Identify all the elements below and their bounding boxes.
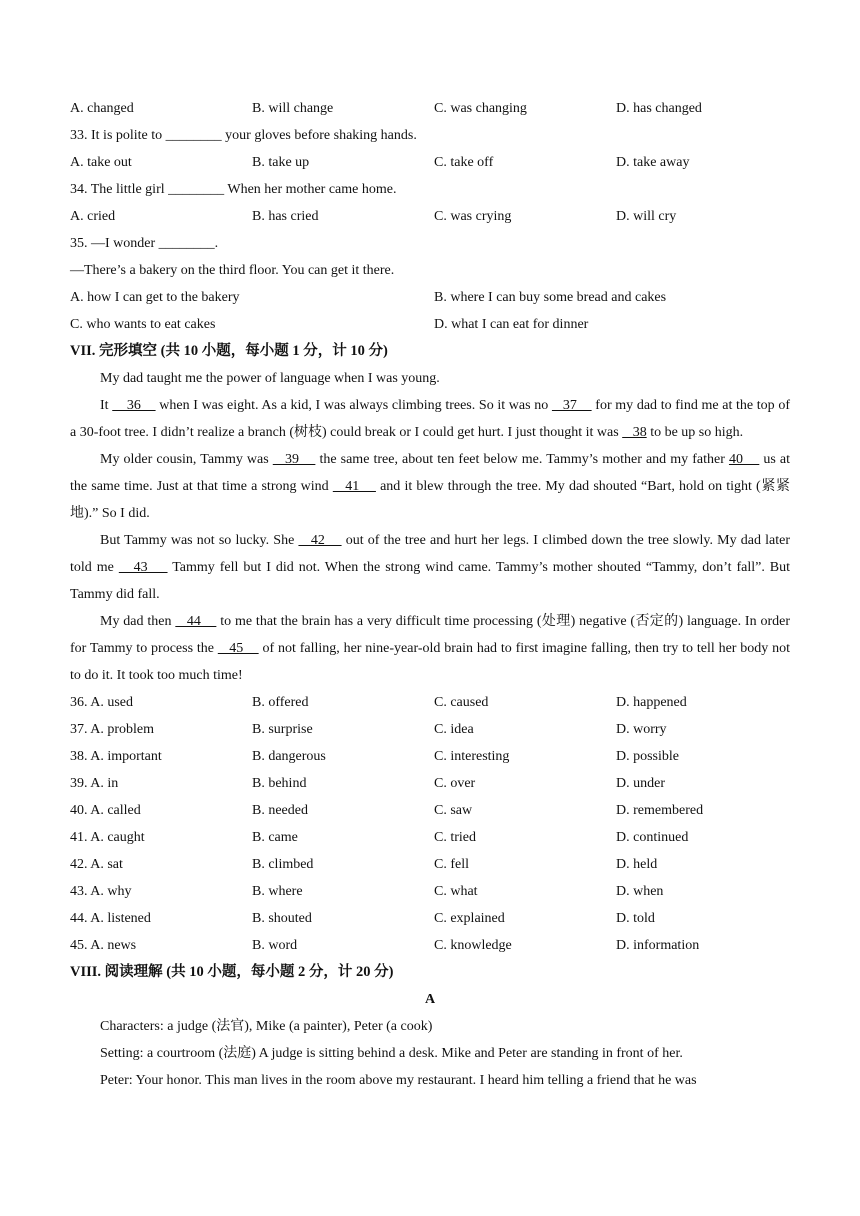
- option: D. under: [616, 775, 665, 791]
- question-row: [70, 716, 790, 743]
- q33-stem: 33. It is polite to ________ your gloves before shaking hands.: [70, 128, 417, 143]
- question-row: [70, 932, 790, 959]
- option: C. what: [434, 883, 478, 899]
- blank-39: 39: [272, 452, 316, 467]
- option: A. changed: [70, 100, 134, 116]
- option: B. dangerous: [252, 748, 326, 764]
- text: out of the tree and hurt her legs. I climbed down the tree slowly. My dad later told me: [70, 533, 790, 575]
- cloze-paragraph-1: My dad taught me the power of language when I was young.: [100, 371, 440, 386]
- cloze-paragraph-3: [70, 446, 790, 527]
- option: 45. A. news: [70, 937, 137, 953]
- option: B. has cried: [252, 208, 319, 224]
- option: 44. A. listened: [70, 910, 151, 926]
- question-row: [70, 851, 790, 878]
- question-row: [70, 743, 790, 770]
- section-7-heading: VII. 完形填空 (共 10 小题，每小题 1 分，计 10 分): [70, 343, 388, 359]
- text: for my dad to find me at the top of a 30-foot tree. I didn’t realize a branch (树枝) could break or I could get hurt. I just thought it was: [70, 398, 791, 440]
- option: B. where I can buy some bread and cakes: [434, 289, 667, 305]
- cloze-paragraph-5: [70, 608, 790, 689]
- setting-line: Setting: a courtroom (法庭) A judge is sitting behind a desk. Mike and Peter are standing in front of her.: [100, 1046, 683, 1061]
- page-content: [70, 95, 790, 1094]
- q34-stem: 34. The little girl ________ When her mother came home.: [70, 182, 397, 197]
- text: It: [100, 398, 113, 413]
- blank-43: 43: [118, 560, 168, 575]
- blank-40: 40: [728, 452, 760, 467]
- cloze-options: [70, 689, 790, 959]
- blank-37: 37: [551, 398, 592, 413]
- option: 40. A. called: [70, 802, 141, 818]
- question-row: [70, 770, 790, 797]
- option: C. who wants to eat cakes: [70, 316, 216, 332]
- option: D. held: [616, 856, 658, 872]
- option: D. possible: [616, 748, 679, 764]
- question-row: [70, 824, 790, 851]
- option: C. was changing: [434, 100, 527, 116]
- option: D. information: [616, 937, 700, 953]
- option: D. continued: [616, 829, 689, 845]
- text: Tammy fell but I did not. When the strong wind came. Tammy’s mother shouted “Tammy, don’t fall”. But Tammy did fall.: [70, 560, 791, 602]
- dialogue-peter: Peter: Your honor. This man lives in the room above my restaurant. I heard him telling a friend that he was: [100, 1073, 697, 1088]
- option: B. where: [252, 883, 303, 899]
- text: of not falling, her nine-year-old brain had to first imagine falling, then try to tell her body not to do it. It took too much time!: [70, 641, 791, 683]
- option: B. needed: [252, 802, 308, 818]
- option: D. has changed: [616, 100, 702, 116]
- option: C. over: [434, 775, 476, 791]
- blank-36: 36: [112, 398, 156, 413]
- q32-options: [70, 95, 790, 122]
- q33-options: [70, 149, 790, 176]
- option: 38. A. important: [70, 748, 162, 764]
- option: B. climbed: [252, 856, 314, 872]
- option: B. surprise: [252, 721, 313, 737]
- q35-options-row1: [70, 284, 790, 311]
- option: C. was crying: [434, 208, 512, 224]
- option: A. take out: [70, 154, 132, 170]
- characters-line: Characters: a judge (法官), Mike (a painter), Peter (a cook): [100, 1019, 433, 1034]
- option: 36. A. used: [70, 694, 133, 710]
- option: A. cried: [70, 208, 116, 224]
- option: D. told: [616, 910, 655, 926]
- question-row: [70, 905, 790, 932]
- blank-42: 42: [298, 533, 342, 548]
- question-row: [70, 689, 790, 716]
- option: D. when: [616, 883, 664, 899]
- option: C. fell: [434, 856, 469, 872]
- text: to be up so high.: [646, 425, 744, 440]
- option: B. came: [252, 829, 298, 845]
- option: C. take off: [434, 154, 494, 170]
- text: us at the same time. Just at that time a strong wind: [70, 452, 791, 494]
- section-8-heading: VIII. 阅读理解 (共 10 小题，每小题 2 分，计 20 分): [70, 964, 394, 980]
- q34-options: [70, 203, 790, 230]
- cloze-paragraph-4: [70, 527, 790, 608]
- option: C. interesting: [434, 748, 510, 764]
- option: 39. A. in: [70, 775, 119, 791]
- text: when I was eight. As a kid, I was always climbing trees. So it was no: [155, 398, 552, 413]
- option: D. remembered: [616, 802, 704, 818]
- option: B. shouted: [252, 910, 312, 926]
- blank-41: 41: [332, 479, 376, 494]
- text: and it blew through the tree. My dad shouted “Bart, hold on tight (紧紧地).” So I did.: [70, 479, 791, 521]
- question-row: [70, 797, 790, 824]
- option: B. behind: [252, 775, 307, 791]
- q35-reply: —There’s a bakery on the third floor. You can get it there.: [70, 263, 395, 278]
- option: D. worry: [616, 721, 667, 737]
- option: 37. A. problem: [70, 721, 154, 737]
- text: My older cousin, Tammy was: [100, 452, 273, 467]
- q35-stem: 35. —I wonder ________.: [70, 236, 219, 251]
- blank-38: 38: [622, 425, 647, 440]
- option: B. take up: [252, 154, 310, 170]
- option: D. take away: [616, 154, 690, 170]
- option: C. explained: [434, 910, 505, 926]
- option: C. tried: [434, 829, 476, 845]
- q35-options-row2: [70, 311, 790, 338]
- text: But Tammy was not so lucky. She: [100, 533, 299, 548]
- option: C. saw: [434, 802, 473, 818]
- option: C. knowledge: [434, 937, 512, 953]
- option: 42. A. sat: [70, 856, 123, 872]
- option: A. how I can get to the bakery: [70, 289, 240, 305]
- text: the same tree, about ten feet below me. Tammy’s mother and my father: [315, 452, 729, 467]
- text: to me that the brain has a very difficult time processing (处理) negative (否定的) language. In order for Tammy to process the: [70, 614, 790, 656]
- option: 43. A. why: [70, 883, 132, 899]
- option: B. word: [252, 937, 298, 953]
- option: D. what I can eat for dinner: [434, 316, 589, 332]
- option: 41. A. caught: [70, 829, 145, 845]
- question-row: [70, 878, 790, 905]
- option: B. will change: [252, 100, 334, 116]
- passage-label: A: [424, 992, 436, 1007]
- blank-45: 45: [217, 641, 259, 656]
- option: D. happened: [616, 694, 687, 710]
- option: D. will cry: [616, 208, 677, 224]
- option: C. caused: [434, 694, 489, 710]
- option: C. idea: [434, 721, 474, 737]
- cloze-paragraph-2: [70, 392, 790, 446]
- text: My dad then: [100, 614, 176, 629]
- blank-44: 44: [175, 614, 217, 629]
- option: B. offered: [252, 694, 309, 710]
